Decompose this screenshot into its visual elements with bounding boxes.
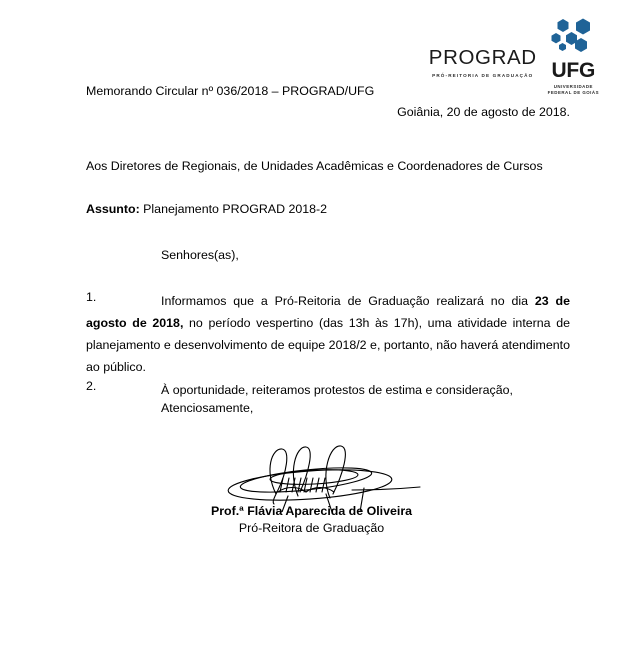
prograd-wordmark: PROGRAD [428,46,537,69]
ufg-hexagon-icon [550,18,596,58]
subject-value: Planejamento PROGRAD 2018-2 [143,202,328,216]
ufg-subtitle-line1: UNIVERSIDADE [553,84,593,89]
signatory-role: Pró-Reitora de Graduação [238,520,385,535]
paragraph-1-text-part-2: no período vespertino (das 13h às 17h), uma atividade interna de planejamento e desenvolvimento de equipe 2018/2 e, portanto, não haverá atendimento ao público. [86,316,570,374]
ufg-subtitle [548,84,599,97]
closing-line: Atenciosamente, [161,401,254,415]
paragraph-2-text: À oportunidade, reiteramos protestos de estima e consideração, [161,383,513,397]
prograd-subtitle: PRÓ-REITORIA DE GRADUAÇÃO [432,72,534,78]
memo-number: Memorando Circular nº 036/2018 – PROGRAD/UFG [86,84,375,98]
paragraph-1-text-part-1: Informamos que a Pró-Reitoria de Graduação realizará no dia [161,294,535,308]
subject-line [86,202,327,216]
paragraph-1-text [86,290,570,378]
handwritten-signature-icon [202,440,422,512]
ufg-wordmark: UFG [551,59,596,82]
paragraph-1 [86,290,570,378]
paragraph-2 [86,379,570,401]
signature-block [0,440,623,536]
letterhead [429,18,599,97]
signatory-name: Prof.ª Flávia Aparecida de Oliveira [210,504,413,518]
prograd-logo [429,18,537,78]
paragraph-1-bold-date: 23 de agosto de 2018, [86,294,570,330]
recipients-line: Aos Diretores de Regionais, de Unidades Acadêmicas e Coordenadores de Cursos [86,159,543,173]
greeting-line: Senhores(as), [161,248,239,262]
date-line: Goiânia, 20 de agosto de 2018. [397,105,570,119]
subject-label: Assunto: [86,202,140,216]
paragraph-1-number: 1. [86,290,97,304]
ufg-subtitle-line2: FEDERAL DE GOIÁS [547,90,599,96]
paragraph-2-number: 2. [86,379,97,393]
ufg-logo [548,18,599,97]
